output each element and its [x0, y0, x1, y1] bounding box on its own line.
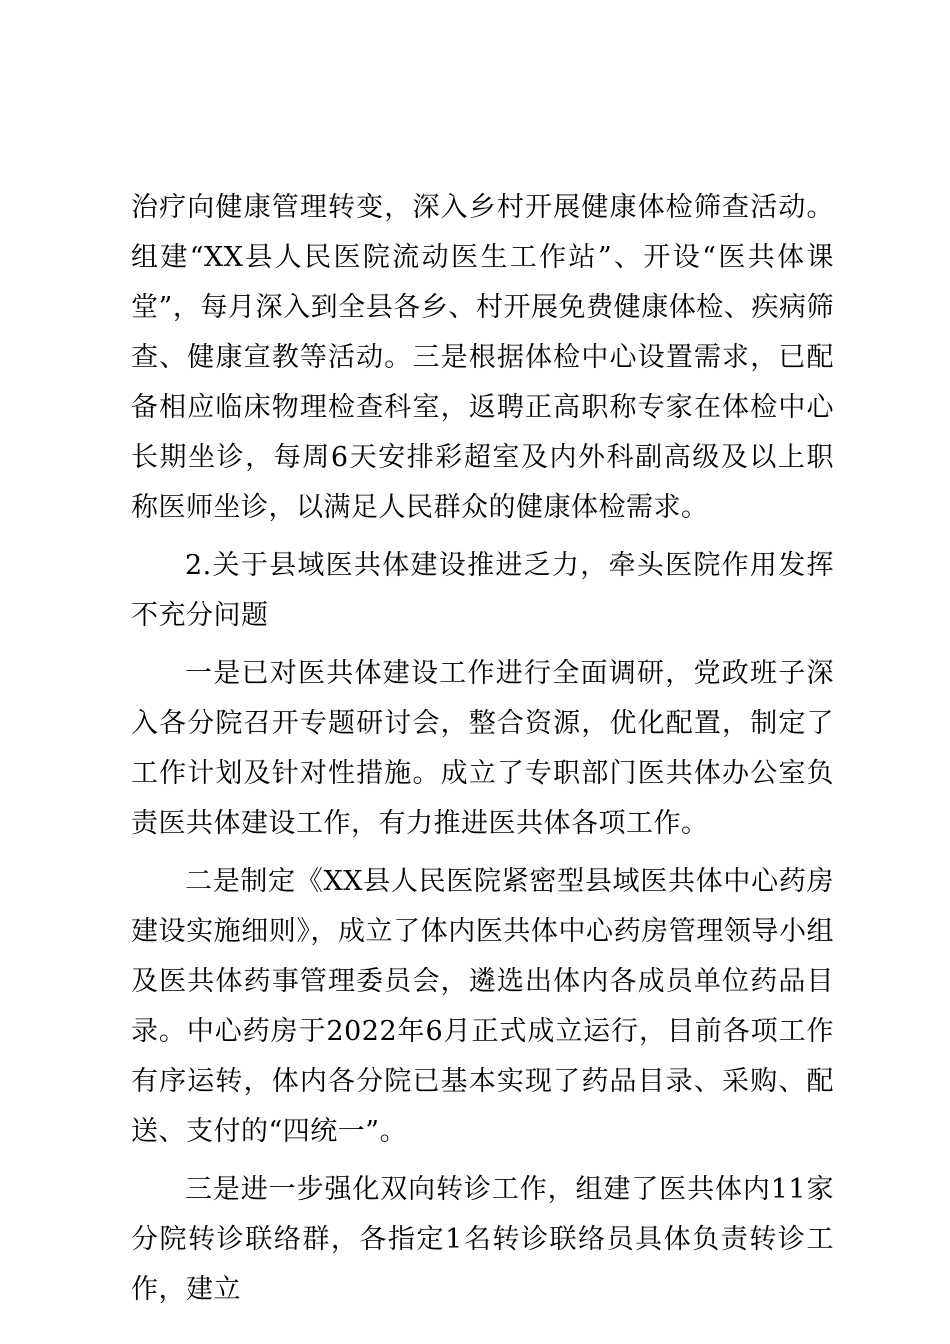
- paragraph-measure-three: 三是进一步强化双向转诊工作，组建了医共体内11家分院转诊联络群，各指定1名转诊联络员具体负责转诊工作，建立: [131, 1174, 834, 1305]
- section-heading: 2.关于县域医共体建设推进乏力，牵头医院作用发挥不充分问题: [131, 550, 834, 631]
- paragraph-measure-two: 二是制定《XX县人民医院紧密型县域医共体中心药房建设实施细则》，成立了体内医共体中心药房管理领导小组及医共体药事管理委员会，遴选出体内各成员单位药品目录。中心药房于2022年6月正式成立运行，目前各项工作有序运转，体内各分院已基本实现了药品目录、采购、配送、支付的“四统一”。: [131, 866, 834, 1147]
- paragraph-measure-one: 一是已对医共体建设工作进行全面调研，党政班子深入各分院召开专题研讨会，整合资源，优化配置，制定了工作计划及针对性措施。成立了专职部门医共体办公室负责医共体建设工作，有力推进医共体各项工作。: [131, 658, 834, 839]
- document-body: [131, 183, 834, 1323]
- paragraph-continuation: 治疗向健康管理转变，深入乡村开展健康体检筛查活动。组建“XX县人民医院流动医生工作站”、开设“医共体课堂”，每月深入到全县各乡、村开展免费健康体检、疾病筛查、健康宣教等活动。三是根据体检中心设置需求，已配备相应临床物理检查科室，返聘正高职称专家在体检中心长期坐诊，每周6天安排彩超室及内外科副高级及以上职称医师坐诊，以满足人民群众的健康体检需求。: [131, 192, 834, 523]
